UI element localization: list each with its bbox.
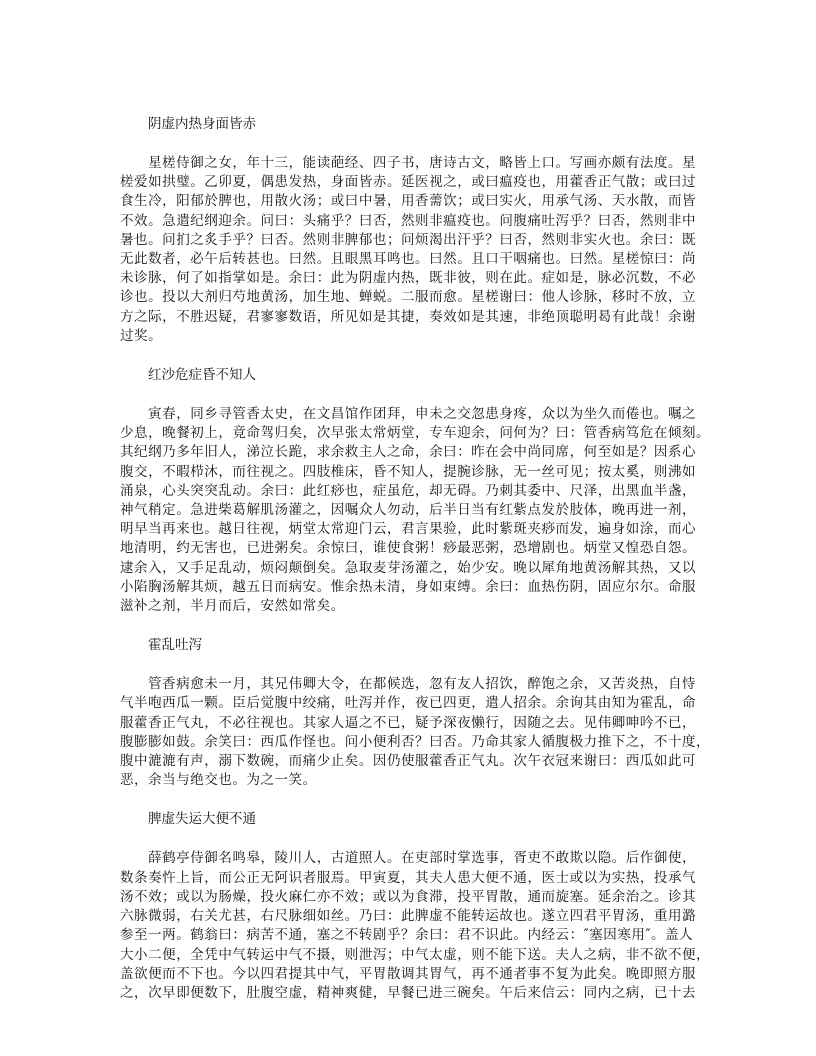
document-page — [120, 115, 710, 1023]
text-line: 食生冷，阳郁於脾也，用散火汤；或曰中暑，用香薷饮；或曰实火，用承气汤、天水散，而皆 — [120, 193, 697, 210]
text-line: 其纪纲乃多年旧人，涕泣长跪，求余救主人之命，余曰：昨在会中尚同席，何至如是？因系心 — [120, 444, 697, 461]
text-line: 暑也。问扪之炙手乎？曰否。然则非脾郁也；问烦渴出汗乎？曰否，然则非实火也。余曰：既 — [120, 231, 697, 248]
text-line: 数条奏忤上旨，而公正无阿识者服焉。甲寅夏，其夫人患大便不通，医士或以为实热，投承气 — [120, 869, 697, 886]
text-line: 少息，晚餐初上，竟命驾归矣，次早张太常炳堂，专车迎余，问何为？曰：管香病笃危在倾刻。 — [120, 425, 711, 442]
text-line: 明早当再来也。越日往视，炳堂太常迎门云，君言果验，此时紫斑夹痧而发，遍身如涂，而心 — [120, 521, 697, 538]
section-title: 脾虚失运大便不通 — [148, 811, 256, 828]
text-line: 腹中漉漉有声，溺下数碗，而痛少止矣。因仍使服藿香正气丸。次午衣冠来谢曰：西瓜如此可 — [120, 753, 697, 770]
text-line: 汤不效；或以为肠燥，投火麻仁亦不效；或以为食滞，投平胃散，通而旋塞。延余治之。诊其 — [120, 888, 697, 905]
text-line: 无此数者，必午后转甚也。曰然。且眼黑耳鸣也。曰然。且口干咽痛也。曰然。星槎惊曰：尚 — [120, 251, 697, 268]
text-line: 星槎侍御之女，年十三，能读葩经、四子书，唐诗古文，略皆上口。写画亦颇有法度。星 — [120, 155, 697, 171]
text-line: 方之际，不胜迟疑，君寥寥数语，所见如是其捷，奏效如是其速，非绝顶聪明曷有此哉！余谢 — [120, 308, 697, 325]
paragraph — [120, 405, 710, 616]
text-line: 寅春，同乡寻管香太史，在文昌馆作团拜，申未之交忽患身疼，众以为坐久而倦也。嘱之 — [120, 406, 697, 423]
section-hongsha — [120, 366, 710, 616]
text-line: 涌泉，心头突突乱动。余曰：此红痧也，症虽危，却无碍。乃刺其委中、尺泽，出黑血半盏， — [120, 482, 697, 499]
paragraph — [120, 849, 710, 1003]
section-title: 红沙危症昏不知人 — [148, 367, 256, 384]
section-title: 阴虚内热身面皆赤 — [148, 116, 256, 132]
text-line: 神气稍定。急进柴葛解肌汤灌之，因嘱众人勿动，后半日当有红紫点发於肢体，晚再进一剂， — [120, 502, 697, 519]
section-huoluan — [120, 636, 710, 790]
text-line: 气半咆西瓜一颗。臣后觉腹中绞痛，吐泻并作，夜已四更，遣人招余。余询其由知为霍乱，命 — [120, 695, 697, 712]
text-line: 薛鹤亭侍御名鸣皋，陵川人，古道照人。在吏部时掌选事，胥吏不敢欺以隐。后作御使， — [120, 850, 697, 867]
text-line: 过奖。 — [120, 327, 163, 344]
text-line: 不效。急遣纪纲迎余。问曰：头痛乎？曰否，然则非瘟疫也。问腹痛吐泻乎？曰否，然则非中 — [120, 212, 697, 229]
text-line: 参至一两。鹤翁曰：病苦不通，塞之不转剧乎？余曰：君不识此。内经云：″塞因寒用″。盖人 — [120, 927, 694, 944]
text-line: 服藿香正气丸，不必往视也。其家人逼之不已，疑予深夜懒行，因随之去。见伟卿呻吟不已， — [120, 714, 697, 731]
section-yinxu — [120, 115, 710, 346]
text-line: 盖欲便而不下也。今以四君提其中气，平胃散调其胃气，再不通者事不复为此矣。晚即照方服 — [120, 965, 697, 982]
section-title: 霍乱吐泻 — [148, 637, 202, 654]
text-line: 滋补之剂，半月而后，安然如常矣。 — [120, 598, 345, 615]
paragraph — [120, 675, 710, 790]
text-line: 恶，余当与绝交也。为之一笑。 — [120, 772, 317, 789]
section-pixu — [120, 810, 710, 1003]
paragraph — [120, 154, 710, 346]
text-line: 腹膨膨如鼓。余笑曰：西瓜作怪也。问小便利否？曰否。乃命其家人循腹极力推下之，不十度， — [120, 733, 711, 750]
text-line: 逮余入，又手足乱动，烦闷颠倒矣。急取麦芽汤灌之，始少安。晚以犀角地黄汤解其热，又以 — [120, 559, 697, 576]
text-line: 六脉微弱，右关尤甚，右尺脉细如丝。乃曰：此脾虚不能转运故也。遂立四君平胃汤，重用潞 — [120, 908, 697, 925]
text-line: 诊也。投以大剂归芍地黄汤，加生地、蝉蜕。二服而愈。星槎谢曰：他人诊脉，移时不放，立 — [120, 289, 697, 306]
text-line: 未诊脉，何了如指掌如是。余曰：此为阴虚内热，既非彼，则在此。症如是，脉必沉数，不必 — [120, 270, 697, 287]
text-line: 腹交，不暇栉沐，而往视之。四肢椎床，昏不知人，提腕诊脉，无一丝可见；按太奚，则沸如 — [120, 463, 697, 480]
text-line: 地清明，约无害也，已进粥矣。余惊曰，谁使食粥！痧最恶粥，恐增剧也。炳堂又惶恐自怨。 — [120, 540, 697, 557]
text-line: 管香病愈未一月，其兄伟卿大令，在都候选，忽有友人招饮，醉饱之余，又苦炎热，自恃 — [120, 676, 697, 693]
text-line: 槎爱如拱璧。乙卯夏，偶患发热，身面皆赤。延医视之，或曰瘟疫也，用藿香正气散；或曰过 — [120, 174, 697, 191]
text-line: 之，次早即便数下，肚腹空虚，精神爽健，早餐已进三碗矣。午后来信云：同内之病，已十去 — [120, 984, 697, 1001]
text-line: 大小二便，全凭中气转运中气不摄，则泄泻；中气太虚，则不能下送。夫人之病，非不欲不便， — [120, 946, 711, 963]
text-line: 小陷胸汤解其烦，越五日而病安。惟余热未清，身如束缚。余曰：血热伤阴，固应尔尔。命服 — [120, 578, 697, 595]
